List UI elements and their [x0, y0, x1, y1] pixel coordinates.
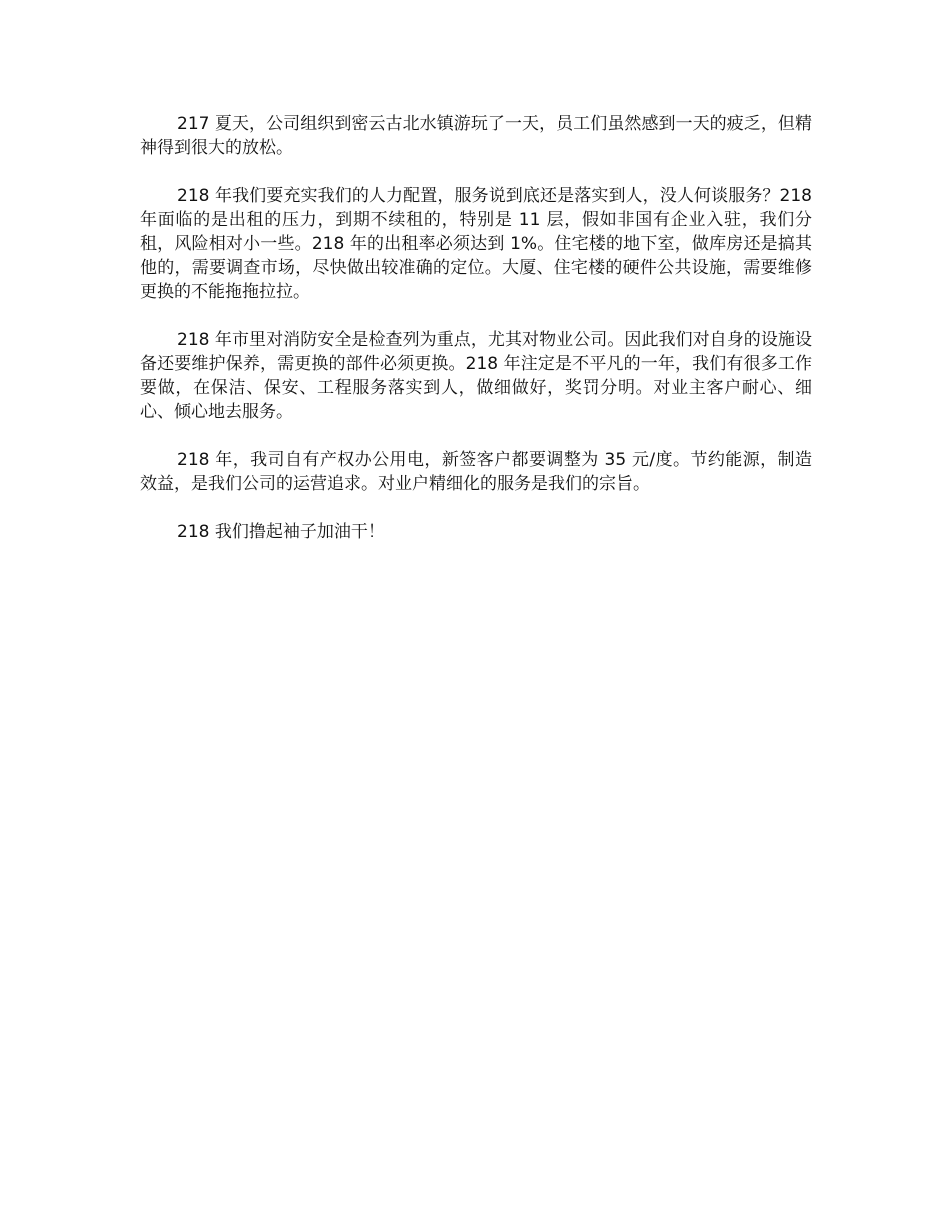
paragraph-5: 218 我们撸起袖子加油干！	[177, 522, 385, 542]
document-page	[140, 112, 812, 568]
paragraph-4: 218 年，我司自有产权办公用电，新签客户都要调整为 35 元/度。节约能源，制造效益，是我们公司的运营追求。对业户精细化的服务是我们的宗旨。	[140, 450, 812, 494]
paragraph-3: 218 年市里对消防安全是检查列为重点，尤其对物业公司。因此我们对自身的设施设备还要维护保养，需更换的部件必须更换。218 年注定是不平凡的一年，我们有很多工作要做，在保洁、保安、工程服务落实到人，做细做好，奖罚分明。对业主客户耐心、细心、倾心地去服务。	[140, 330, 812, 422]
paragraph-1: 217 夏天，公司组织到密云古北水镇游玩了一天，员工们虽然感到一天的疲乏，但精神得到很大的放松。	[140, 114, 812, 158]
paragraph-2: 218 年我们要充实我们的人力配置，服务说到底还是落实到人，没人何谈服务？218 年面临的是出租的压力，到期不续租的，特别是 11 层，假如非国有企业入驻，我们分租，风险相对小一些。218 年的出租率必须达到 1%。住宅楼的地下室，做库房还是搞其他的，需要调查市场，尽快做出较准确的定位。大厦、住宅楼的硬件公共设施，需要维修更换的不能拖拖拉拉。	[140, 186, 812, 302]
